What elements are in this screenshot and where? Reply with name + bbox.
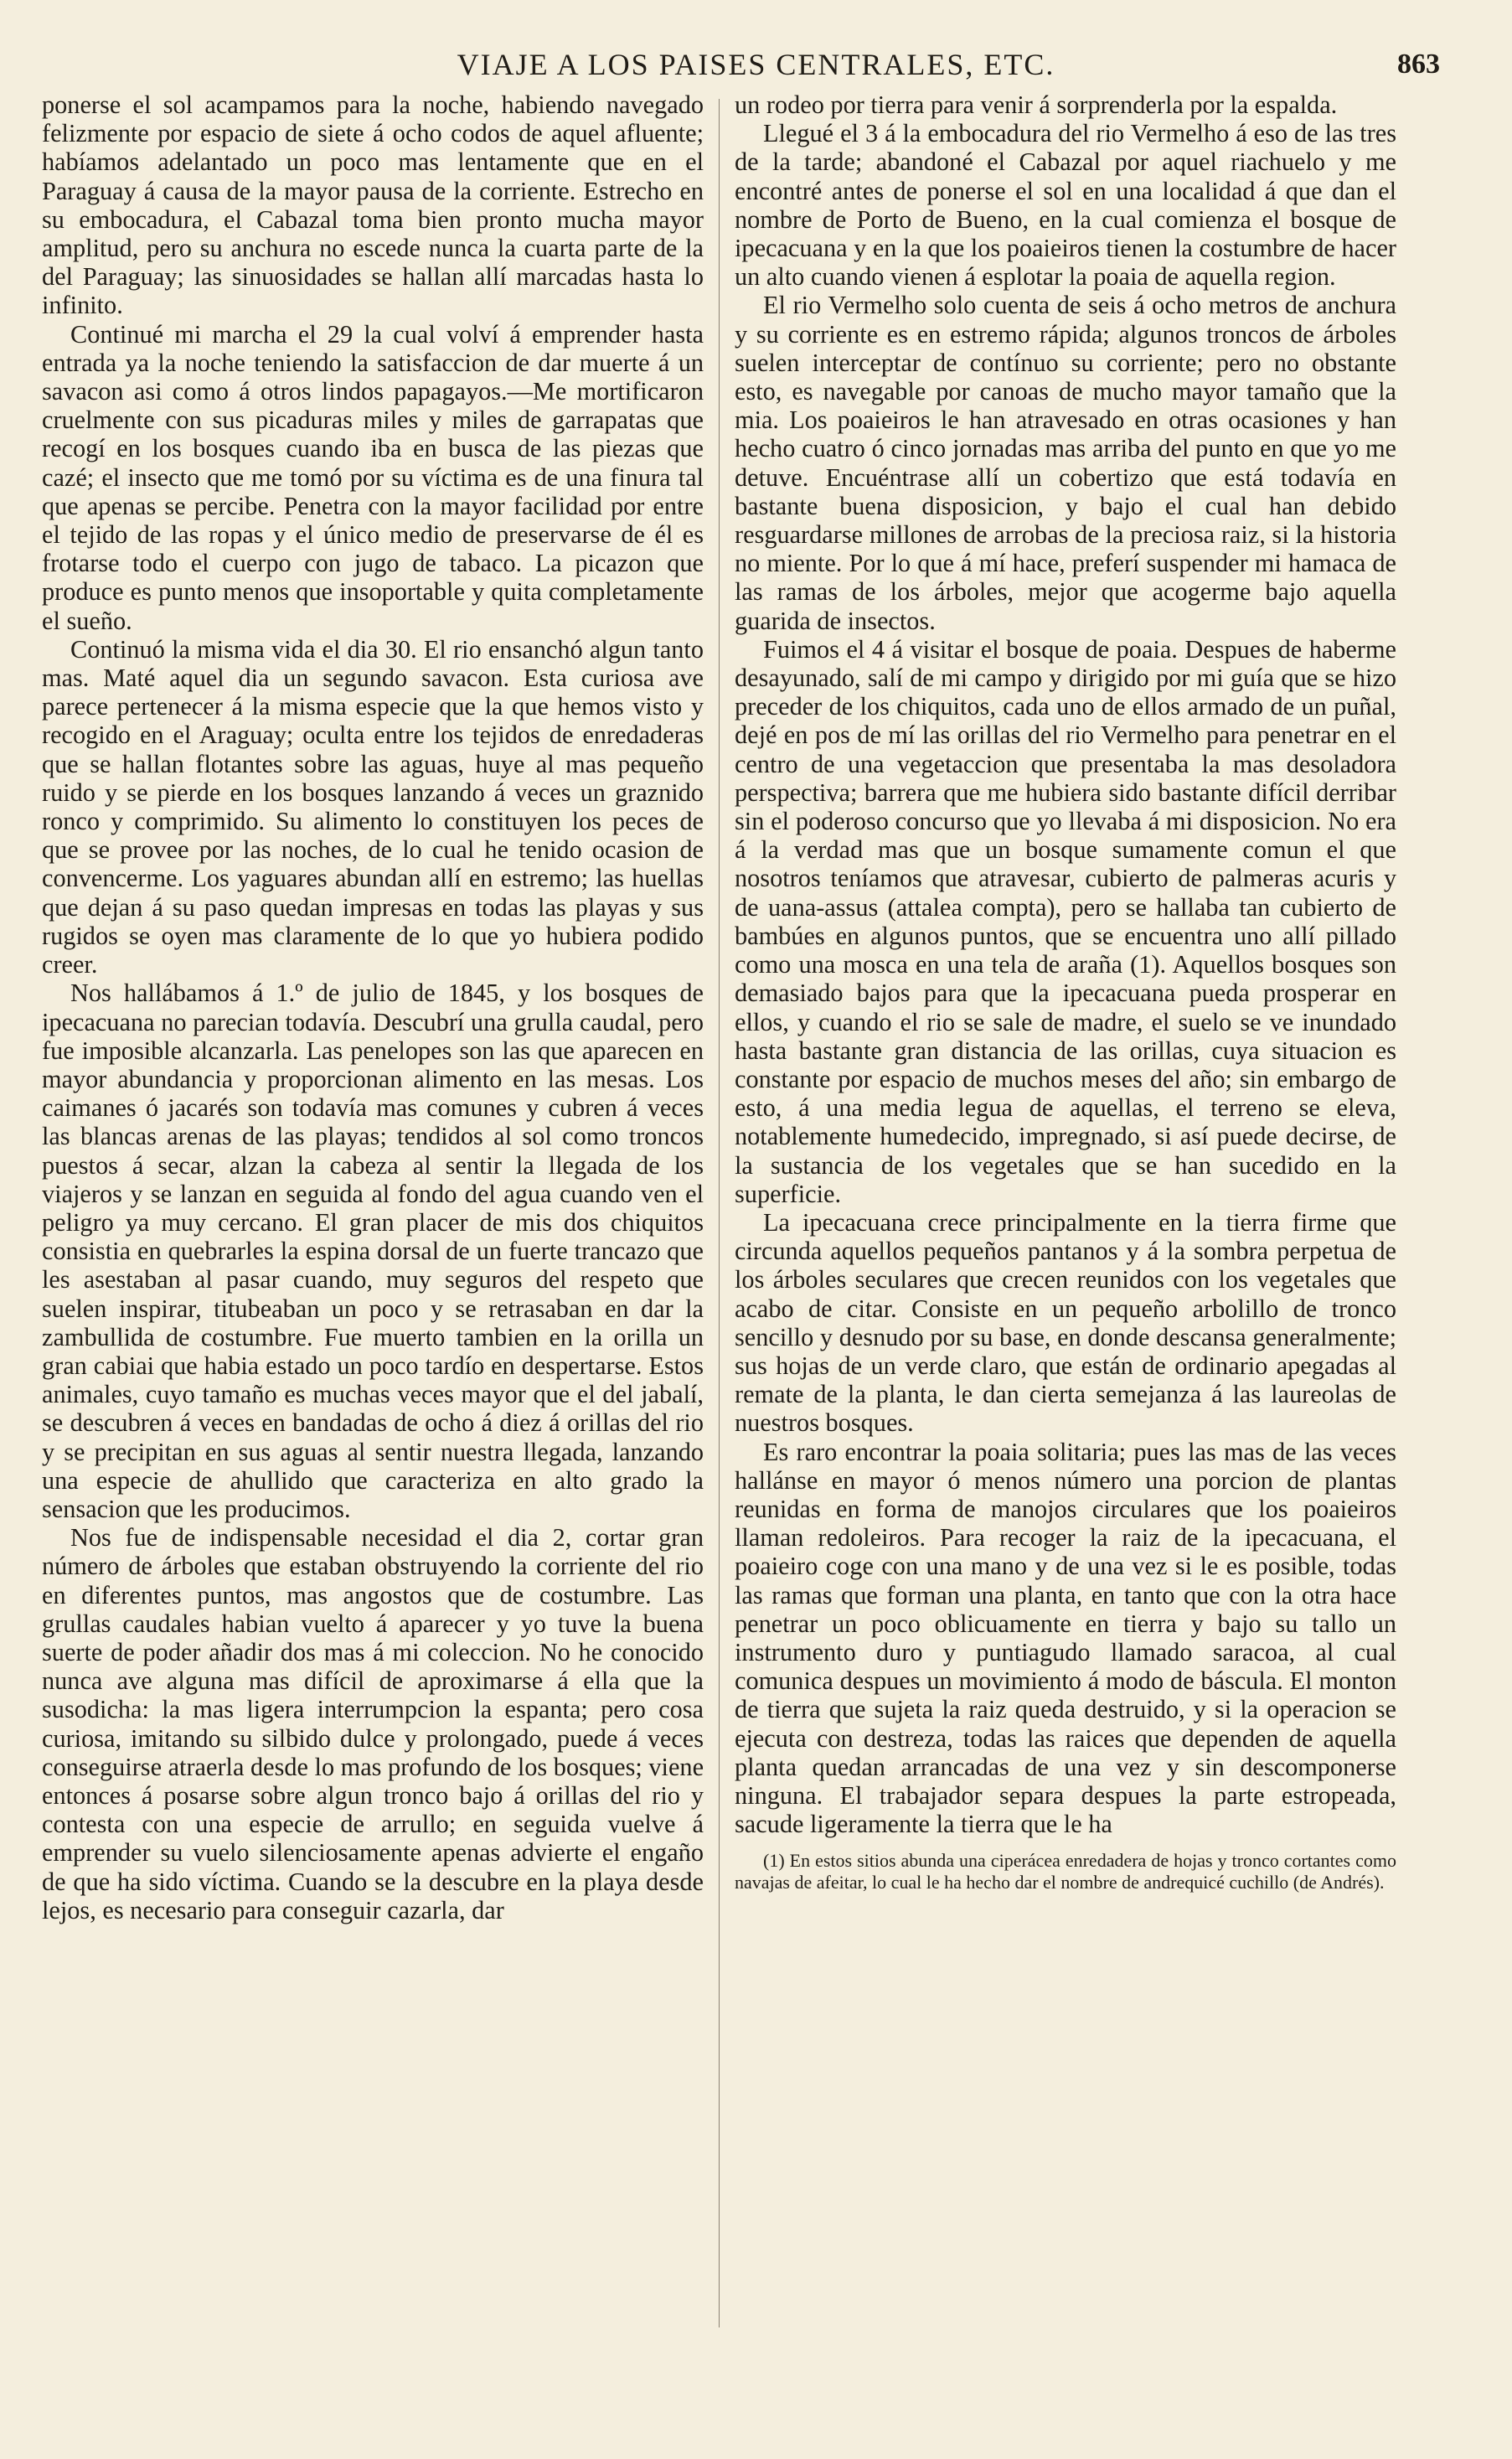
paragraph: ponerse el sol acampamos para la noche, habiendo navegado felizmente por espacio de siete á ocho codos de aquel afluente; habíamos adelantado un poco mas lentamente que en el Paraguay á causa de la mayor pausa de la corriente. Estrecho en su embocadura, el Cabazal toma bien pronto mucha mayor amplitud, pero su anchura no escede nunca la cuarta parte de la del Paraguay; las sinuosidades se hallan allí marcadas hasta lo infinito. bbox=[42, 90, 704, 320]
paragraph: un rodeo por tierra para venir á sorprenderla por la espalda. bbox=[735, 90, 1338, 119]
footnote: (1) En estos sitios abunda una ciperácea enredadera de hojas y tronco cortantes como navajas de afeitar, lo cual le ha hecho dar el nombre de andrequicé cuchillo (de Andrés). bbox=[735, 1850, 1396, 1893]
paragraph: Fuimos el 4 á visitar el bosque de poaia. Despues de haberme desayunado, salí de mi campo y dirigido por mi guía que se hizo preceder de los chiquitos, cada uno de ellos armado de un puñal, dejé en pos de mí las orillas del rio Vermelho para penetrar en el centro de una vegetaccion que presentaba la mas desoladora perspectiva; barrera que me hubiera sido bastante difícil derribar sin el poderoso concurso que yo llevaba á mi disposicion. No era á la verdad mas que un bosque sumamente comun el que nosotros teníamos que atravesar, cubierto de palmeras acuris y de uana-assus (attalea compta), pero se hallaba tan cubierto de bambúes en algunos puntos, que se encuentra uno allí pillado como una mosca en una tela de araña (1). Aquellos bosques son demasiado bajos para que la ipecacuana pueda prosperar en ellos, y cuando el rio se sale de madre, el suelo se ve inundado hasta bastante gran distancia de las orillas, cuya situacion es constante por espacio de muchos meses del año; sin embargo de esto, á una media legua de aquellas, el terreno se eleva, notablemente humedecido, impregnado, si así puede decirse, de la sustancia de los vegetales que se han sucedido en la superficie. bbox=[735, 634, 1396, 1208]
left-column bbox=[42, 90, 704, 1924]
paragraph: Continuó la misma vida el dia 30. El rio ensanchó algun tanto mas. Maté aquel dia un segundo savacon. Esta curiosa ave parece pertenecer á la misma especie que la que hemos visto y recogido en el Araguay; oculta entre los tejidos de enredaderas que se hallan flotantes sobre las aguas, huye al mas pequeño ruido y se pierde en los bosques lanzando á veces un graznido ronco y comprimido. Su alimento lo constituyen los peces de que se provee por las noches, de lo cual he tenido ocasion de convencerme. Los yaguares abundan allí en estremo; las huellas que dejan á su paso quedan impresas en todas las playas y sus rugidos se oyen mas claramente de lo que yo hubiera podido creer. bbox=[42, 634, 704, 979]
paragraph: El rio Vermelho solo cuenta de seis á ocho metros de anchura y su corriente es en estremo rápida; algunos troncos de árboles suelen interceptar de contínuo su corriente; pero no obstante esto, es navegable por canoas de mucho mayor tamaño que la mia. Los poaieiros le han atravesado en otras ocasiones y han hecho cuatro ó cinco jornadas mas arriba del punto en que yo me detuve. Encuéntrase allí un cobertizo que está todavía en bastante buena disposicion, y bajo el cual han debido resguardarse millones de arrobas de la preciosa raiz, si la historia no miente. Por lo que á mí hace, preferí suspender mi hamaca de las ramas de los árboles, mejor que acogerme bajo aquella guarida de insectos. bbox=[735, 291, 1396, 635]
column-divider bbox=[719, 99, 720, 2327]
paragraph: Llegué el 3 á la embocadura del rio Vermelho á eso de las tres de la tarde; abandoné el Cabazal por aquel riachuelo y me encontré antes de ponerse el sol en una localidad á que dan el nombre de Porto de Bueno, en la cual comienza el bosque de ipecacuana y en la que los poaieiros tienen la costumbre de hacer un alto cuando vienen á esplotar la poaia de aquella region. bbox=[735, 119, 1396, 292]
paragraph: La ipecacuana crece principalmente en la tierra firme que circunda aquellos pequeños pantanos y á la sombra perpetua de los árboles seculares que crecen reunidos con los vegetales que acabo de citar. Consiste en un pequeño arbolillo de tronco sencillo y desnudo por su base, en donde descansa generalmente; sus hojas de un verde claro, que están de ordinario apegadas al remate de la planta, le dan cierta semejanza á las laureolas de nuestros bosques. bbox=[735, 1207, 1396, 1438]
paragraph: Es raro encontrar la poaia solitaria; pues las mas de las veces hallánse en mayor ó menos número una porcion de plantas reunidas en forma de manojos circulares que los poaieiros llaman redoleiros. Para recoger la raiz de la ipecacuana, el poaieiro coge con una mano y de una vez si le es posible, todas las ramas que forman una planta, en tanto que con la otra hace penetrar un poco oblicuamente en tierra y bajo su tallo un instrumento duro y puntiagudo llamado saracoa, al cual comunica despues un movimiento á modo de báscula. El monton de tierra que sujeta la raiz queda destruido, y si la operacion se ejecuta con destreza, todas las raices que dependen de aquella planta quedan arrancadas de una vez y sin descomponerse ninguna. El trabajador separa despues la parte estropeada, sacude ligeramente la tierra que le ha bbox=[735, 1437, 1396, 1839]
paragraph: Continué mi marcha el 29 la cual volví á emprender hasta entrada ya la noche teniendo la satisfaccion de dar muerte á un savacon asi como á otros lindos papagayos.—Me mortificaron cruelmente con sus picaduras miles y miles de garrapatas que recogí en los bosques cuando iba en busca de las piezas que cazé; el insecto que me tomó por su víctima es de una finura tal que apenas se percibe. Penetra con la mayor facilidad por entre el tejido de las ropas y el único medio de preservarse de él es frotarse todo el cuerpo con jugo de tabaco. La picazon que produce es punto menos que insoportable y quita completamente el sueño. bbox=[42, 319, 704, 635]
paragraph: Nos fue de indispensable necesidad el dia 2, cortar gran número de árboles que estaban obstruyendo la corriente del rio en diferentes puntos, mas angostos que de costumbre. Las grullas caudales habian vuelto á aparecer y yo tuve la buena suerte de poder añadir dos mas á mi coleccion. No he conocido nunca ave alguna mas difícil de aproximarse á ella que la susodicha: la mas ligera interrumpcion la espanta; pero cosa curiosa, imitando su silbido dulce y prolongado, puede á veces conseguirse atraerla desde lo mas profundo de los bosques; viene entonces á posarse sobre algun tronco bajo á orillas del rio y contesta con una especie de arrullo; en seguida vuelve á emprender su vuelo silenciosamente apenas advierte el engaño de que ha sido víctima. Cuando se la descubre en la playa desde lejos, es necesario para conseguir cazarla, dar bbox=[42, 1523, 704, 1924]
right-column bbox=[735, 90, 1396, 1893]
page-number: 863 bbox=[1397, 49, 1440, 80]
running-title: VIAJE A LOS PAISES CENTRALES, ETC. bbox=[457, 48, 1055, 81]
paragraph: Nos hallábamos á 1.º de julio de 1845, y los bosques de ipecacuana no parecian todavía. Descubrí una grulla caudal, pero fue imposible alcanzarla. Las penelopes son las que aparecen en mayor abundancia y proporcionan alimento en las mesas. Los caimanes ó jacarés son todavía mas comunes y cubren á veces las blancas arenas de las playas; tendidos al sol como troncos puestos á secar, alzan la cabeza al sentir la llegada de los viajeros y se lanzan en seguida al fondo del agua cuando ven el peligro ya muy cercano. El gran placer de mis dos chiquitos consistia en quebrarles la espina dorsal de un fuerte trancazo que les asestaban al pasar cuando, muy seguros del respeto que suelen inspirar, titubeaban un poco y se retrasaban en dar la zambullida de costumbre. Fue muerto tambien en la orilla un gran cabiai que habia estado un poco tardío en despertarse. Estos animales, cuyo tamaño es muchas veces mayor que el del jabalí, se descubren á veces en bandadas de ocho á diez á orillas del rio y se precipitan en sus aguas al sentir nuestra llegada, lanzando una especie de ahullido que caracteriza en alto grado la sensacion que les producimos. bbox=[42, 979, 704, 1523]
page-header bbox=[34, 44, 1478, 84]
